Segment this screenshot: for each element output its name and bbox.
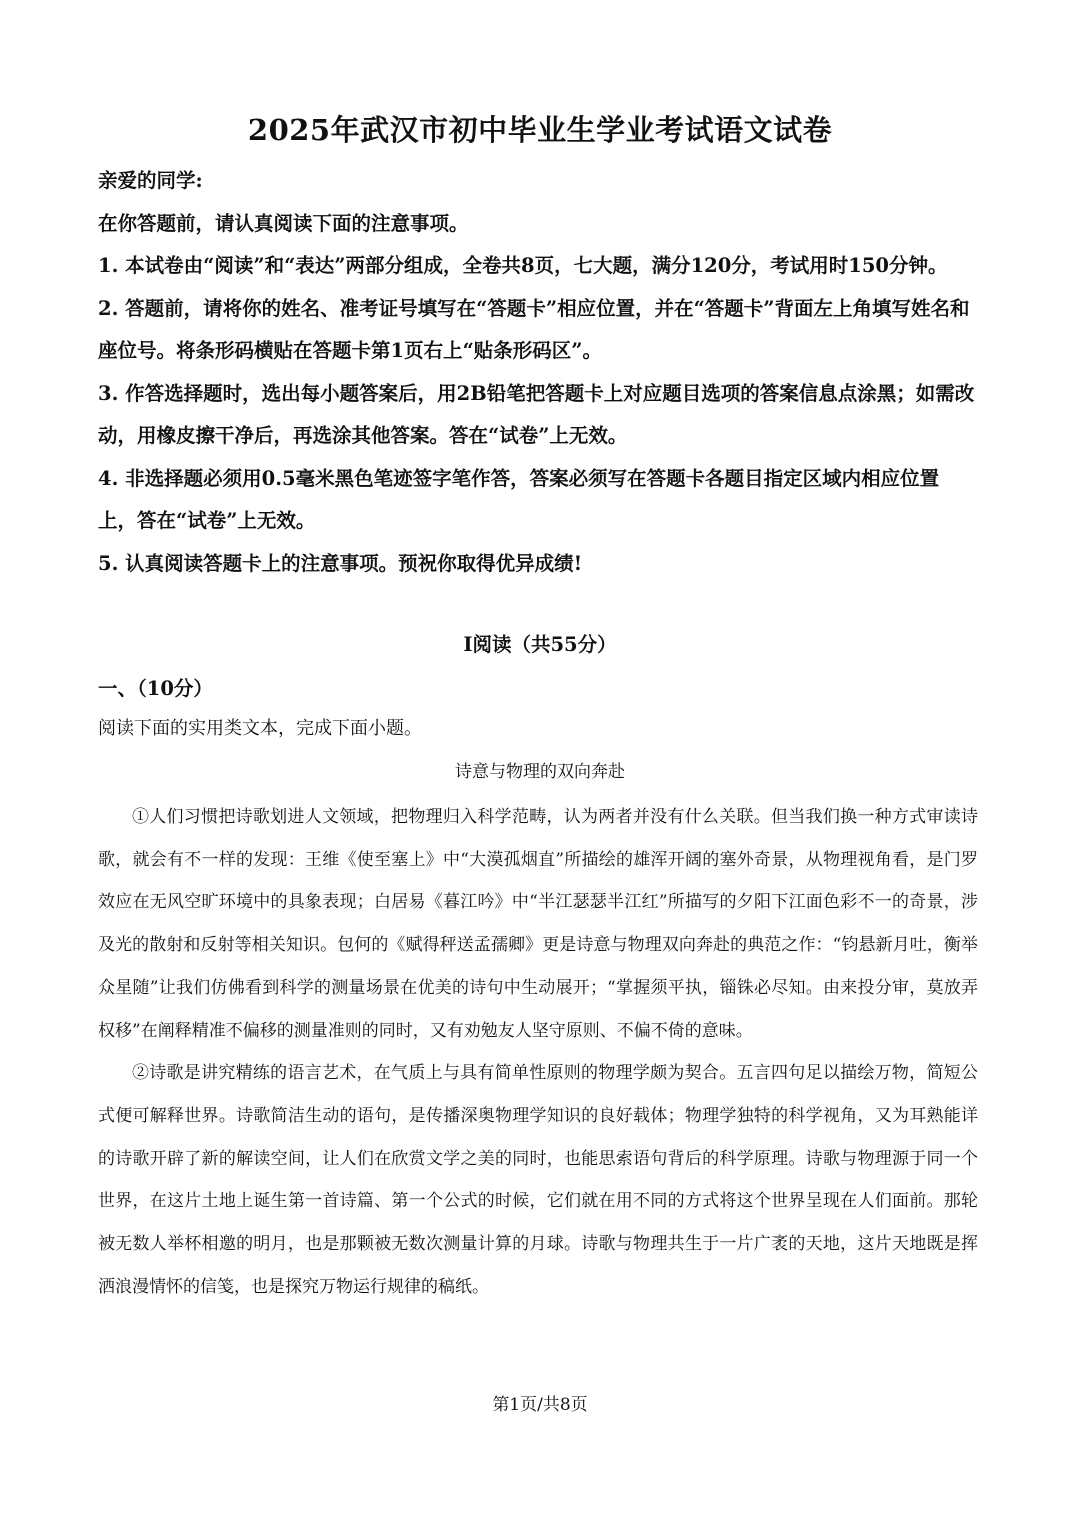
- part-heading: 一、（10分）: [98, 677, 213, 700]
- article-paragraph: ②诗歌是讲究精练的语言艺术，在气质上与具有简单性原则的物理学颇为契合。五言四句足以描绘万物，简短公式便可解释世界。诗歌简洁生动的语句，是传播深奥物理学知识的良好载体；物理学独特的科学视角，又为耳熟能详的诗歌开辟了新的解读空间，让人们在欣赏文学之美的同时，也能思索语句背后的科学原理。诗歌与物理源于同一个世界，在这片土地上诞生第一首诗篇、第一个公式的时候，它们就在用不同的方式将这个世界呈现在人们面前。那轮被无数人举杯相邀的明月，也是那颗被无数次测量计算的月球。诗歌与物理共生于一片广袤的天地，这片天地既是挥洒浪漫情怀的信笺，也是探究万物运行规律的稿纸。: [98, 1063, 978, 1297]
- greeting: 亲爱的同学:: [98, 169, 203, 192]
- note-item: 2. 答题前，请将你的姓名、准考证号填写在“答题卡”相应位置，并在“答题卡”背面左上角填写姓名和座位号。将条形码横贴在答题卡第1页右上“贴条形码区”。: [98, 296, 970, 362]
- page-number: 第1页/共8页: [492, 1395, 588, 1415]
- note-item: 3. 作答选择题时，选出每小题答案后，用2B铅笔把答题卡上对应题目选项的答案信息点涂黑；如需改动，用橡皮擦干净后，再选涂其他答案。答在“试卷”上无效。: [98, 381, 975, 447]
- article-title: 诗意与物理的双向奔赴: [455, 762, 625, 782]
- article-body: [98, 796, 978, 1308]
- note-item: 5. 认真阅读答题卡上的注意事项。预祝你取得优异成绩!: [98, 551, 583, 575]
- notice-block: [98, 160, 978, 585]
- note-item: 1. 本试卷由“阅读”和“表达”两部分组成，全卷共8页，七大题，满分120分，考试用时150分钟。: [98, 254, 948, 277]
- article-paragraph: ①人们习惯把诗歌划进人文领域，把物理归入科学范畴，认为两者并没有什么关联。但当我们换一种方式审读诗歌，就会有不一样的发现：王维《使至塞上》中“大漠孤烟直”所描绘的雄浑开阔的塞外奇景，从物理视角看，是门罗效应在无风空旷环境中的具象表现；白居易《暮江吟》中“半江瑟瑟半江红”所描写的夕阳下江面色彩不一的奇景，涉及光的散射和反射等相关知识。包何的《赋得秤送孟孺卿》更是诗意与物理双向奔赴的典范之作：“钧悬新月吐，衡举众星随”让我们仿佛看到科学的测量场景在优美的诗句中生动展开；“掌握须平执，锱铢必尽知。由来投分审，莫放弄权移”在阐释精准不偏移的测量准则的同时，又有劝勉友人坚守原则、不偏不倚的意味。: [98, 807, 978, 1041]
- intro-line: 在你答题前，请认真阅读下面的注意事项。: [98, 211, 469, 235]
- note-item: 4. 非选择题必须用0.5毫米黑色笔迹签字笔作答，答案必须写在答题卡各题目指定区域内相应位置上，答在“试卷”上无效。: [98, 466, 940, 532]
- reading-instruction: 阅读下面的实用类文本，完成下面小题。: [98, 718, 422, 739]
- page-title: 2025年武汉市初中毕业生学业考试语文试卷: [247, 113, 833, 147]
- section-title: Ⅰ阅读（共55分）: [463, 633, 617, 656]
